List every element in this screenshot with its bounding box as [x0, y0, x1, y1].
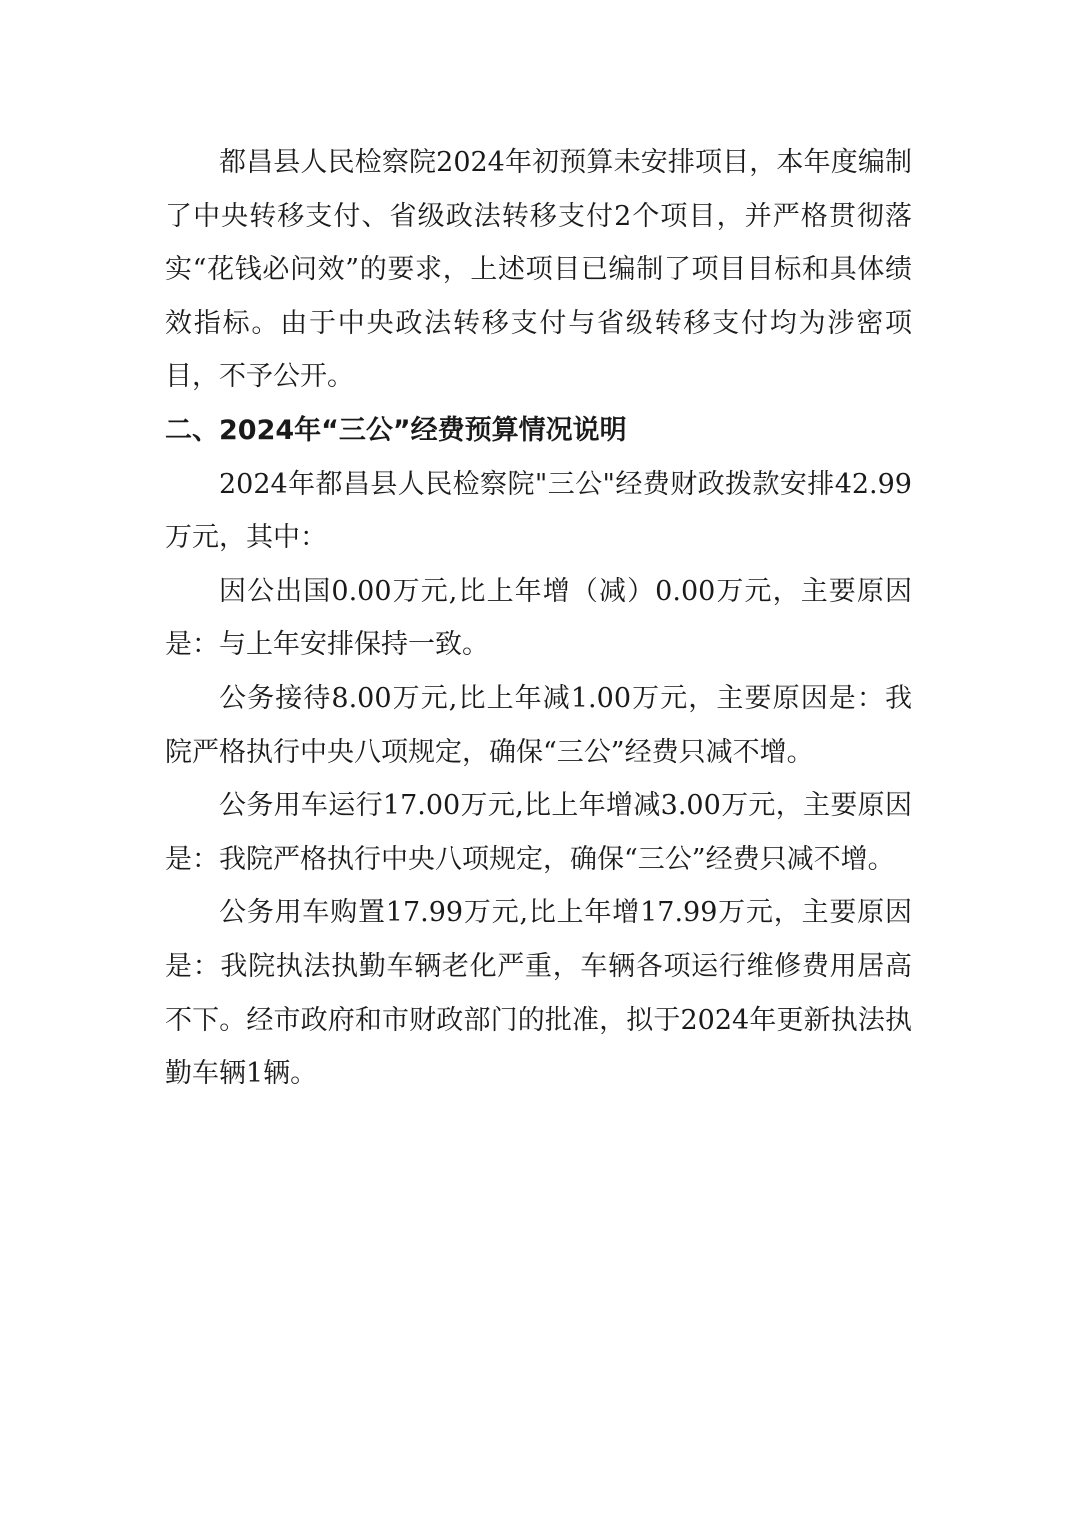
document-body — [165, 136, 912, 1101]
paragraph-official-reception: 公务接待8.00万元,比上年减1.00万元，主要原因是：我院严格执行中央八项规定，确保“三公”经费只减不增。 — [165, 682, 912, 768]
paragraph-vehicle-purchase: 公务用车购置17.99万元,比上年增17.99万元，主要原因是：我院执法执勤车辆老化严重，车辆各项运行维修费用居高不下。经市政府和市财政部门的批准，拟于2024年更新执法执勤车辆1辆。 — [165, 897, 912, 1090]
paragraph-vehicle-operation: 公务用车运行17.00万元,比上年增减3.00万元，主要原因是：我院严格执行中央八项规定，确保“三公”经费只减不增。 — [165, 790, 912, 875]
paragraph-project-budget: 都昌县人民检察院2024年初预算未安排项目，本年度编制了中央转移支付、省级政法转移支付2个项目，并严格贯彻落实“花钱必问效”的要求，上述项目已编制了项目目标和具体绩效指标。由于中央政法转移支付与省级转移支付均为涉密项目，不予公开。 — [165, 147, 912, 393]
paragraph-overseas-travel: 因公出国0.00万元,比上年增（减）0.00万元，主要原因是：与上年安排保持一致。 — [165, 575, 912, 661]
paragraph-three-public-total: 2024年都昌县人民检察院"三公"经费财政拨款安排42.99万元，其中： — [165, 468, 912, 554]
section-heading-three-public-expenses: 二、2024年“三公”经费预算情况说明 — [165, 414, 627, 446]
